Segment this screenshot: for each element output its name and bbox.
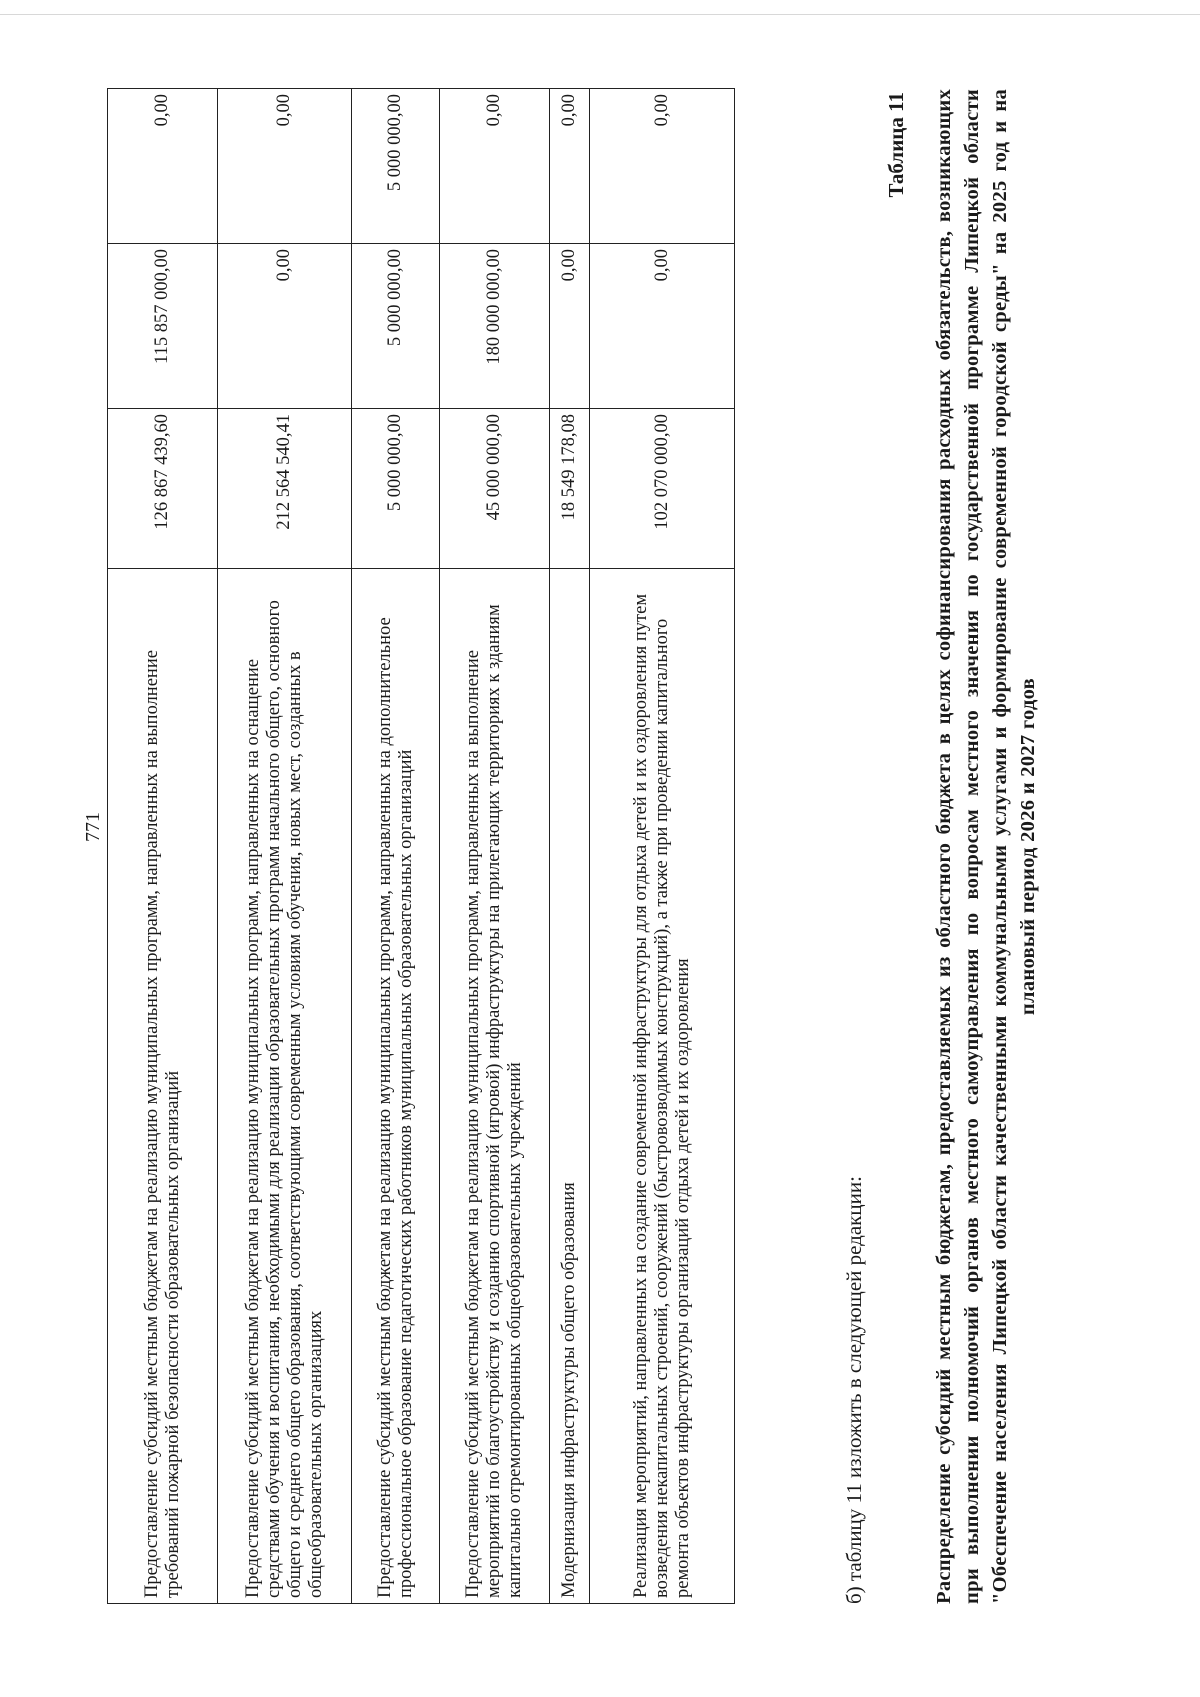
table-label: Таблица 11 — [884, 92, 908, 198]
table-row — [440, 89, 550, 1604]
row-value-2026: 0,00 — [590, 244, 735, 409]
table-heading: Распределение субсидий местным бюджетам, предоставляемых из областного бюджета в целях софинансирования расходных обязательств, возникающих при выполнении полномочий органов местного самоуправления по вопросам местного значения по государственной программе Липецкой области "Обеспечение населения Липецкой области качественными коммунальными услугами и формирование современной городской среды" на 2025 год и на плановый период 2026 и 2027 годов — [933, 89, 1039, 1604]
page-number: 771 — [82, 812, 104, 842]
row-value-2025: 18 549 178,08 — [550, 409, 590, 569]
row-value-2026: 0,00 — [218, 244, 352, 409]
row-value-2027: 0,00 — [108, 89, 218, 244]
row-value-2026: 0,00 — [550, 244, 590, 409]
amendment-instruction: б) таблицу 11 изложить в следующей редакции: — [842, 1176, 866, 1604]
row-description: Предоставление субсидий местным бюджетам на реализацию муниципальных программ, направленных на выполнение мероприятий по благоустройству и созданию спортивной (игровой) инфраструктуры на прилегающих территориях к зданиям капитально отремонтированных общеобразовательных учреждений — [440, 569, 550, 1604]
row-value-2025: 212 564 540,41 — [218, 409, 352, 569]
subsidy-table — [107, 88, 735, 1604]
row-description: Предоставление субсидий местным бюджетам на реализацию муниципальных программ, направленных на выполнение требований пожарной безопасности образовательных организаций — [108, 569, 218, 1604]
row-value-2026: 5 000 000,00 — [352, 244, 440, 409]
row-value-2027: 0,00 — [590, 89, 735, 244]
row-value-2025: 126 867 439,60 — [108, 409, 218, 569]
row-value-2025: 5 000 000,00 — [352, 409, 440, 569]
row-value-2026: 180 000 000,00 — [440, 244, 550, 409]
row-value-2025: 102 070 000,00 — [590, 409, 735, 569]
row-description: Предоставление субсидий местным бюджетам на реализацию муниципальных программ, направленных на оснащение средствами обучения и воспитания, необходимыми для реализации образовательных программ начального общего, основного общего и среднего общего образования, соответствующими современным условиям обучения, новых мест, созданных в общеобразовательных организациях — [218, 569, 352, 1604]
table-row — [590, 89, 735, 1604]
row-description: Модернизация инфраструктуры общего образования — [550, 569, 590, 1604]
table-row — [218, 89, 352, 1604]
row-description: Предоставление субсидий местным бюджетам на реализацию муниципальных программ, направленных на дополнительное профессиональное образование педагогических работников муниципальных образовательных организаций — [352, 569, 440, 1604]
row-value-2027: 5 000 000,00 — [352, 89, 440, 244]
row-value-2027: 0,00 — [440, 89, 550, 244]
row-value-2027: 0,00 — [550, 89, 590, 244]
table-row — [108, 89, 218, 1604]
row-value-2025: 45 000 000,00 — [440, 409, 550, 569]
row-value-2027: 0,00 — [218, 89, 352, 244]
row-description: Реализация мероприятий, направленных на создание современной инфраструктуры для отдыха детей и их оздоровления путем возведения некапитальных строений, сооружений (быстровозводимых конструкций), а также при проведении капитального ремонта объектов инфраструктуры организаций отдыха детей и их оздоровления — [590, 569, 735, 1604]
row-value-2026: 115 857 000,00 — [108, 244, 218, 409]
table-row — [352, 89, 440, 1604]
table-row — [550, 89, 590, 1604]
